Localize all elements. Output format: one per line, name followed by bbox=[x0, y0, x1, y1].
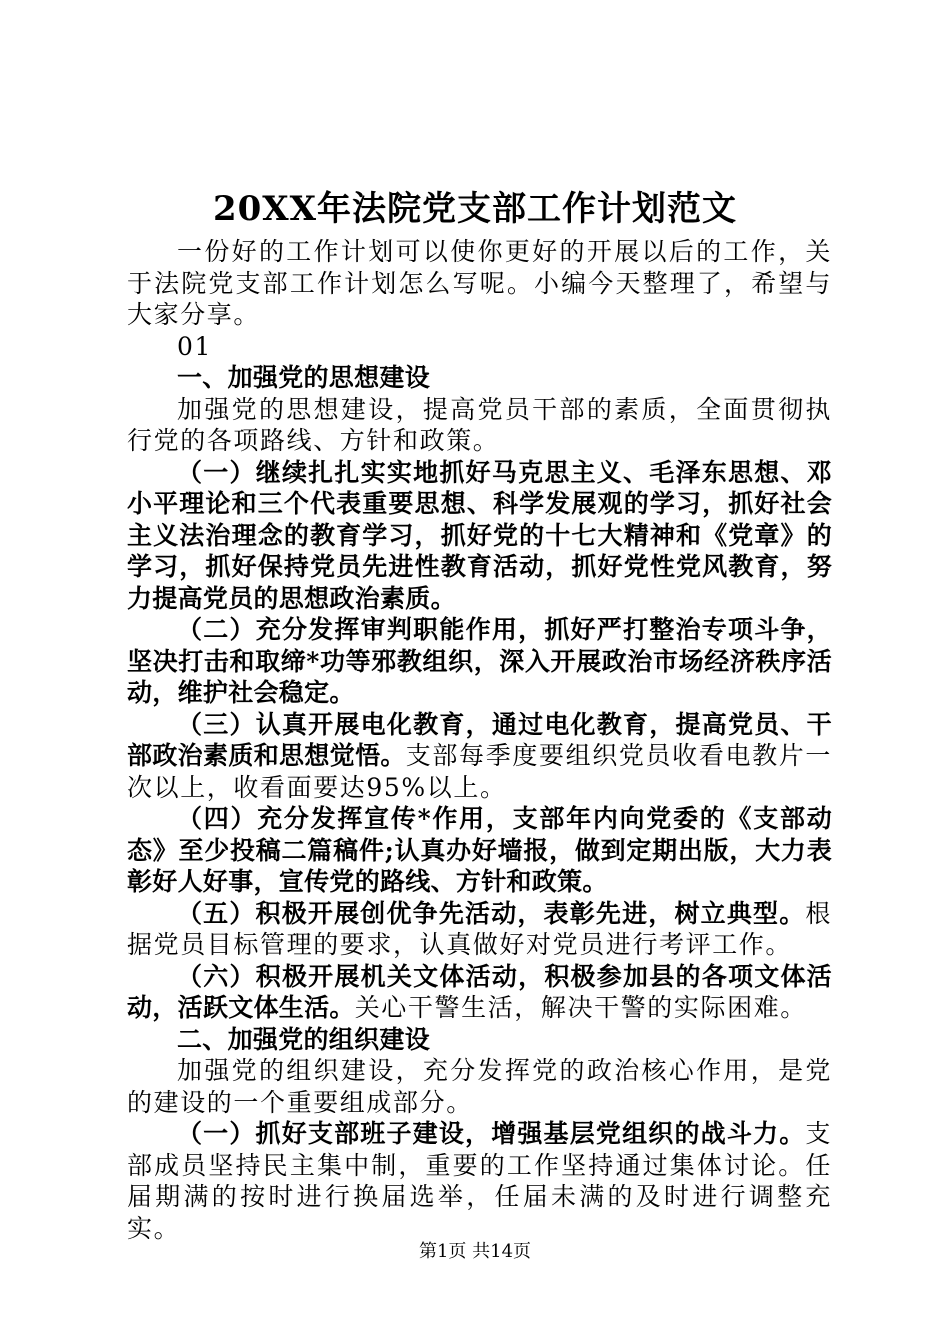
item-1-5 bbox=[127, 898, 832, 961]
item-1-6-detail: 关心干警生活，解决干警的实际困难。 bbox=[354, 993, 807, 1022]
page-footer: 第1页 共14页 bbox=[418, 1241, 532, 1262]
document-body bbox=[127, 236, 832, 1244]
item-1-5-detail: 根据党员目标管理的要求，认真做好对党员进行考评工作。 bbox=[127, 898, 832, 959]
intro-paragraph: 一份好的工作计划可以使你更好的开展以后的工作，关于法院党支部工作计划怎么写呢。小编今天整理了，希望与大家分享。 bbox=[127, 237, 832, 329]
item-1-3-lead: （三）认真开展电化教育，通过电化教育，提高党员、干部政治素质和思想觉悟。 bbox=[127, 709, 832, 770]
item-1-2: （二）充分发挥审判职能作用，抓好严打整治专项斗争，坚决打击和取缔*功等邪教组织，深入开展政治市场经济秩序活动，维护社会稳定。 bbox=[127, 615, 832, 707]
item-1-4: （四）充分发挥宣传*作用，支部年内向党委的《支部动态》至少投稿二篇稿件;认真办好墙报，做到定期出版，大力表彰好人好事，宣传党的路线、方针和政策。 bbox=[127, 804, 832, 896]
document-title: 20XX年法院党支部工作计划范文 bbox=[212, 189, 738, 229]
section-heading-2: 二、加强党的组织建设 bbox=[177, 1024, 431, 1054]
item-1-6-lead: （六）积极开展机关文体活动，积极参加县的各项文体活动，活跃文体生活。 bbox=[127, 961, 832, 1022]
item-2-1-lead: （一）抓好支部班子建设，增强基层党组织的战斗力。 bbox=[177, 1119, 806, 1148]
item-1-5-lead: （五）积极开展创优争先活动，表彰先进，树立典型。 bbox=[177, 898, 806, 928]
item-2-1-detail: 支部成员坚持民主集中制，重要的工作坚持通过集体讨论。任届期满的按时进行换届选举，任届未满的及时进行调整充实。 bbox=[127, 1119, 832, 1243]
section-2-intro: 加强党的组织建设，充分发挥党的政治核心作用，是党的建设的一个重要组成部分。 bbox=[127, 1056, 832, 1117]
section-number: 01 bbox=[177, 331, 213, 361]
item-1-3 bbox=[127, 709, 832, 804]
item-2-1 bbox=[127, 1118, 832, 1244]
section-1-intro: 加强党的思想建设，提高党员干部的素质，全面贯彻执行党的各项路线、方针和政策。 bbox=[127, 394, 832, 455]
item-1-6 bbox=[127, 961, 832, 1024]
item-1-1: （一）继续扎扎实实地抓好马克思主义、毛泽东思想、邓小平理论和三个代表重要思想、科学发展观的学习，抓好社会主义法治理念的教育学习，抓好党的十七大精神和《党章》的学习，抓好保持党员先进性教育活动，抓好党性党风教育，努力提高党员的思想政治素质。 bbox=[127, 457, 832, 613]
section-heading-1: 一、加强党的思想建设 bbox=[177, 363, 431, 392]
item-1-3-detail: 支部每季度要组织党员收看电教片一次以上，收看面要达95%以上。 bbox=[127, 741, 832, 802]
